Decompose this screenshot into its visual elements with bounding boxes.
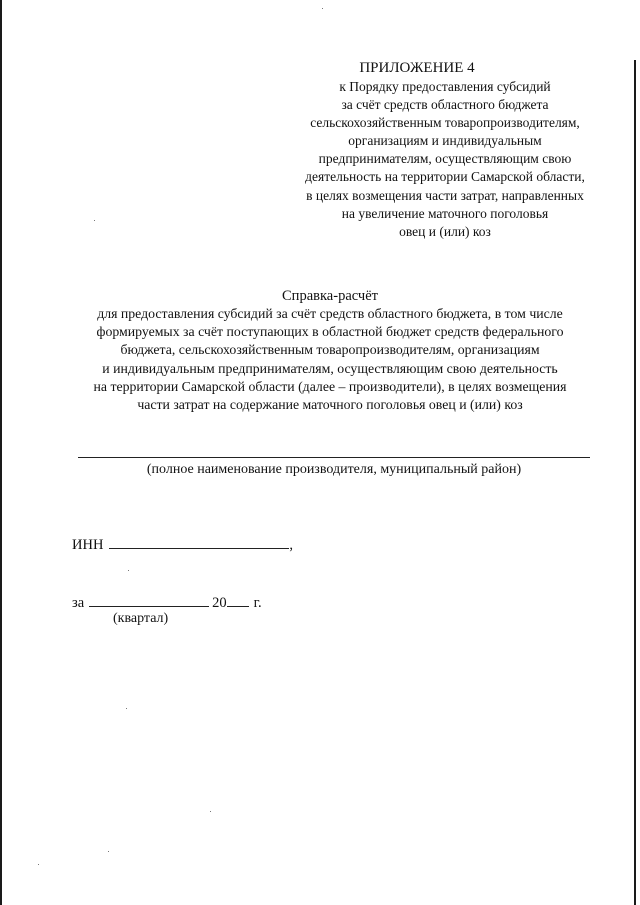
certificate-line: и индивидуальным предпринимателям, осуществляющим свою деятельность [102, 360, 558, 376]
quarter-field[interactable] [89, 594, 209, 607]
appendix-line: предпринимателям, осуществляющим свою [318, 151, 572, 167]
certificate-heading [40, 287, 620, 414]
scan-speck [38, 864, 39, 865]
period-prefix: за [72, 595, 85, 611]
producer-name-caption: (полное наименование производителя, муниципальный район) [146, 462, 522, 477]
scan-speck [210, 811, 211, 812]
certificate-line: для предоставления субсидий за счёт средств областного бюджета, в том числе [97, 306, 563, 321]
certificate-line: формируемых за счёт поступающих в областной бюджет средств федерального [96, 324, 564, 340]
appendix-line: за счёт средств областного бюджета [341, 97, 549, 113]
certificate-line: на территории Самарской области (далее – производители), в целях возмещения [93, 378, 567, 394]
inn-suffix: , [289, 537, 294, 553]
appendix-line: к Порядку предоставления субсидий [339, 79, 551, 94]
year-field[interactable] [227, 594, 249, 607]
appendix-header [280, 58, 610, 241]
appendix-title: ПРИЛОЖЕНИЕ 4 [359, 60, 475, 76]
page-left-edge [0, 0, 2, 905]
producer-name-field[interactable] [78, 457, 590, 458]
certificate-line: бюджета, сельскохозяйственным товаропроизводителям, организациям [120, 342, 540, 358]
appendix-line: овец и (или) коз [399, 223, 491, 239]
appendix-line: сельскохозяйственным товаропроизводителям, [310, 115, 580, 131]
inn-label: ИНН [72, 537, 104, 553]
certificate-title: Справка-расчёт [282, 288, 378, 304]
quarter-caption: (квартал) [113, 611, 169, 626]
appendix-line: организациям и индивидуальным [348, 133, 542, 149]
inn-row [72, 536, 293, 554]
scan-speck [128, 570, 129, 571]
year-suffix: г. [253, 595, 262, 611]
scan-speck [322, 8, 323, 9]
page-right-edge [634, 60, 636, 905]
appendix-line: в целях возмещения части затрат, направленных [306, 187, 584, 203]
inn-field[interactable] [109, 536, 289, 549]
year-prefix: 20 [212, 595, 227, 611]
appendix-line: деятельность на территории Самарской области, [305, 169, 585, 185]
appendix-line: на увеличение маточного поголовья [341, 205, 549, 221]
scan-speck [108, 851, 109, 852]
certificate-line: части затрат на содержание маточного поголовья овец и (или) коз [137, 397, 523, 413]
scan-speck [126, 708, 127, 709]
scan-speck [94, 220, 95, 221]
